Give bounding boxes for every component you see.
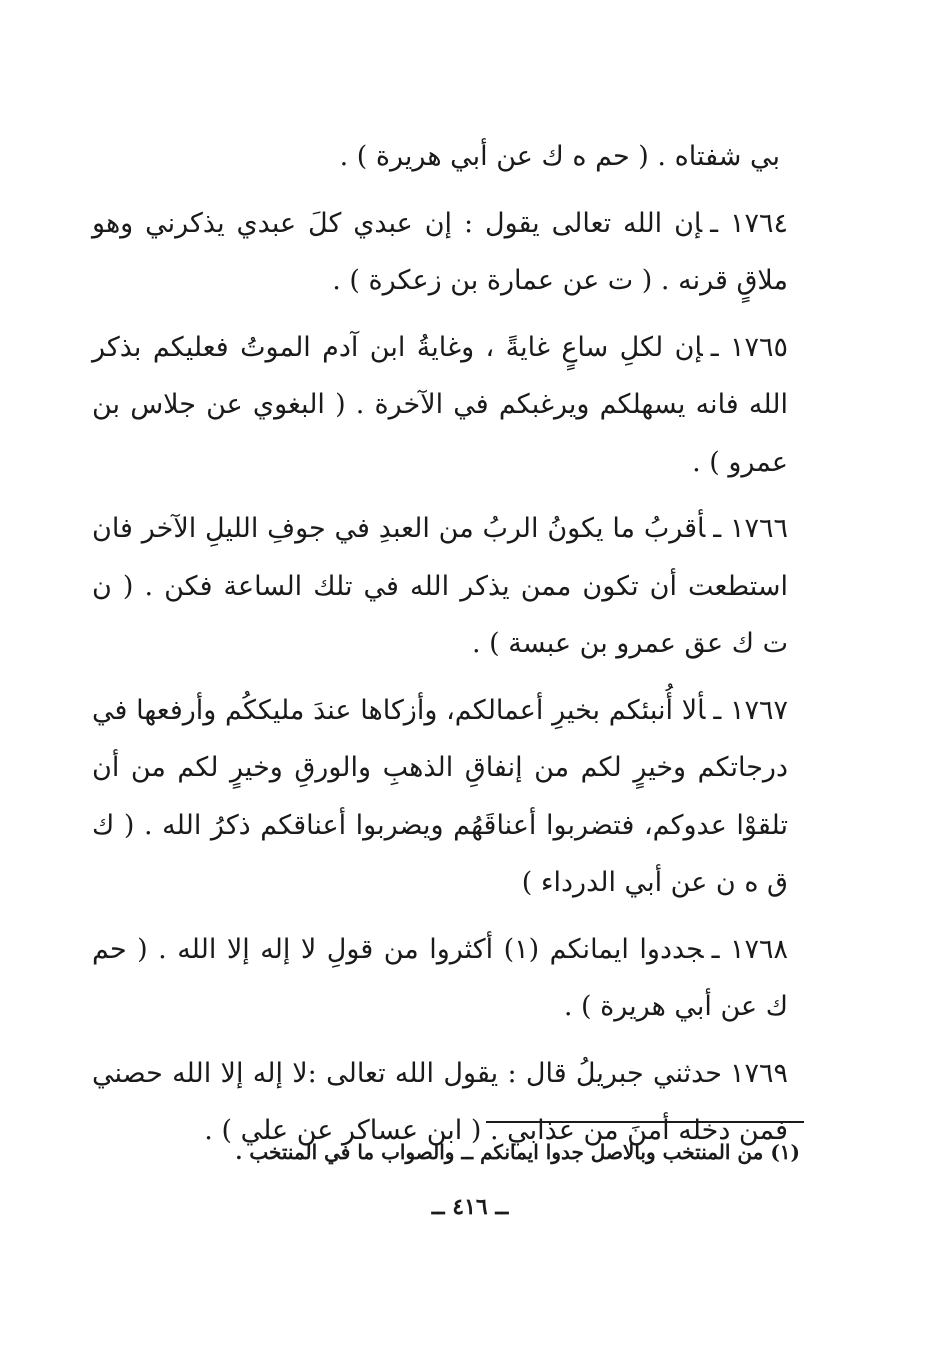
hadith-number: ١٧٦٧ ـ xyxy=(713,694,788,726)
hadith-1768 xyxy=(92,921,788,1036)
hadith-number: ١٧٦٩ xyxy=(729,1057,788,1089)
hadith-text: أقربُ ما يكونُ الربُ من العبدِ في جوفِ الليلِ الآخر فان استطعت أن تكون ممن يذكر الله في تلك الساعة فكن . ( ن ت ك عق عمرو بن عبسة ) . xyxy=(92,513,788,659)
page-number: ــ ٤١٦ ــ xyxy=(431,1194,509,1220)
hadith-text: إن الله تعالى يقول : إن عبدي كلَ عبدي يذكرني وهو ملاقٍ قرنه . ( ت عن عمارة بن زعكرة ) . xyxy=(92,207,788,296)
hadith-number: ١٧٦٥ ـ xyxy=(710,331,788,363)
main-text xyxy=(92,128,788,1169)
footnote: (١) من المنتخب وبالاصل جدوا ايمانكم ــ والصواب ما في المنتخب . xyxy=(235,1140,800,1164)
hadith-1766 xyxy=(92,500,788,673)
hadith-text: حدثني جبريلُ قال : يقول الله تعالى :لا إله إلا الله حصني فمن دخله أمنَ من عذابي . ( ابن عساكر عن علي ) . xyxy=(92,1057,788,1146)
hadith-1764 xyxy=(92,195,788,310)
hadith-text: جددوا ايمانكم (١) أكثروا من قولِ لا إله إلا الله . ( حم ك عن أبي هريرة ) . xyxy=(92,933,788,1022)
footnote-divider xyxy=(486,1121,804,1123)
hadith-text: بي شفتاه . ( حم ه ك عن أبي هريرة ) . xyxy=(339,141,780,172)
hadith-text: ألا أُنبئكم بخيرِ أعمالكم، وأزكاها عندَ مليككُم وأرفعها في درجاتكم وخيرٍ لكم من إنفاقِ الذهبِ والورقِ وخيرٍ لكم من أن تلقوْا عدوكم، فتضربوا أعناقَهُم ويضربوا أعناقكم ذكرُ الله . ( ك ق ه ن عن أبي الدرداء ) xyxy=(92,694,788,898)
hadith-1767 xyxy=(92,682,788,912)
hadith-1765 xyxy=(92,319,788,492)
hadith-number: ١٧٦٨ ـ xyxy=(711,933,788,965)
hadith-number: ١٧٦٦ ـ xyxy=(713,513,788,544)
hadith-text: إن لكلِ ساعٍ غايةً ، وغايةُ ابن آدم الموتُ فعليكم بذكر الله فانه يسهلكم ويرغبكم في الآخرة . ( البغوي عن جلاس بن عمرو ) . xyxy=(92,331,788,478)
hadith-fragment xyxy=(92,128,788,186)
hadith-number: ١٧٦٤ ـ xyxy=(710,207,788,239)
